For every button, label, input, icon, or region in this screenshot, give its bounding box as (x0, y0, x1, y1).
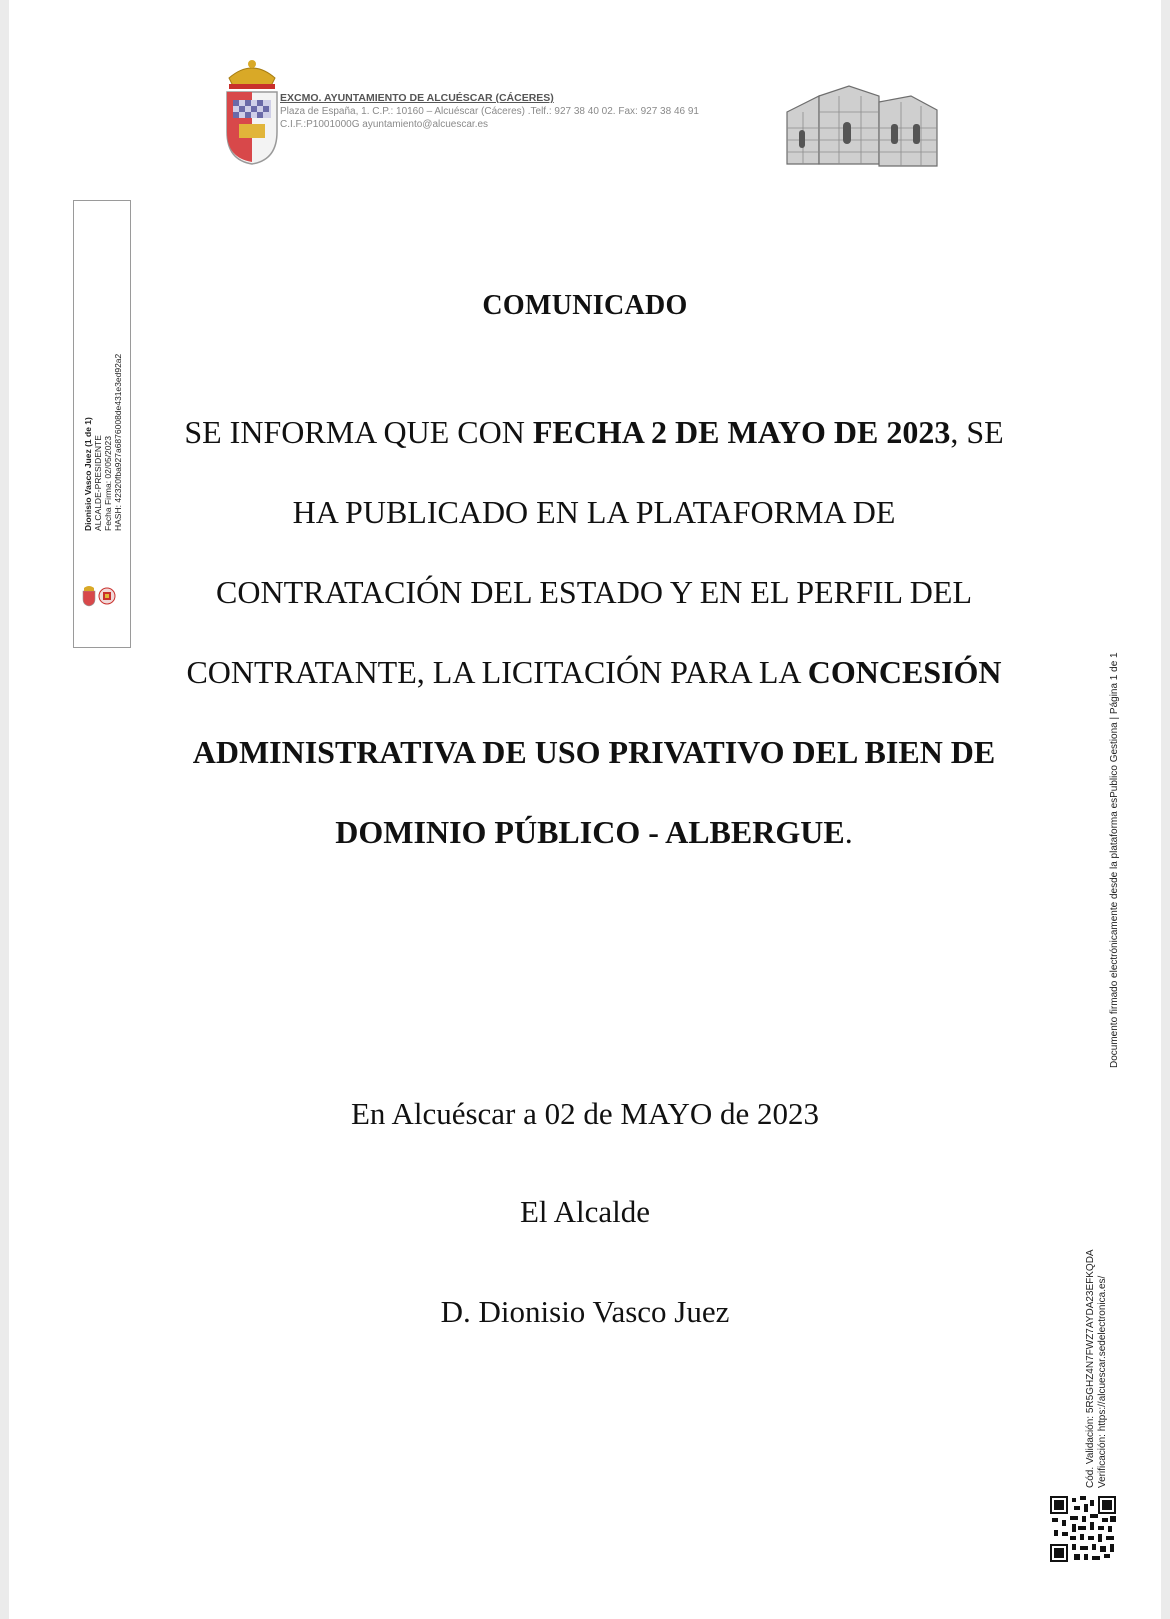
body-middle: , SE HA PUBLICADO EN LA PLATAFORMA DE CONTRATACIÓN DEL ESTADO Y EN EL PERFIL DEL CONTRATANTE, LA LICITACIÓN PARA LA (186, 414, 1004, 690)
header-letterhead (280, 92, 699, 131)
org-cif: C.I.F.:P1001000G ayuntamiento@alcuescar.es (280, 119, 489, 130)
signature-details (83, 354, 123, 531)
signer-role: ALCALDE-PRESIDENTE (93, 435, 103, 531)
document-page (9, 0, 1161, 1619)
validation-info (1085, 1249, 1109, 1488)
body-subject-bold: CONCESIÓN ADMINISTRATIVA DE USO PRIVATIVO DEL BIEN DE DOMINIO PÚBLICO - ALBERGUE (192, 654, 1002, 850)
church-illustration (783, 82, 941, 168)
signer-role-line: El Alcalde (520, 1194, 650, 1229)
verification-url: Verificación: https://alcuescar.sedelectronica.es/ (1097, 1275, 1108, 1488)
signature-stamp-box (73, 200, 131, 648)
document-body (179, 392, 1009, 872)
qr-code[interactable] (1050, 1496, 1116, 1562)
body-end: . (844, 814, 853, 850)
signer-name: Dionisio Vasco Juez (1 de 1) (83, 417, 93, 531)
body-date-bold: FECHA 2 DE MAYO DE 2023 (532, 414, 951, 450)
place-date: En Alcuéscar a 02 de MAYO de 2023 (350, 1096, 820, 1131)
signature-seal-icon (81, 585, 121, 607)
signature-date: Fecha Firma: 02/05/2023 (103, 436, 113, 531)
signature-hash: HASH: 42320fba927a6876008de431e3ed92a2 (113, 353, 123, 531)
body-intro: SE INFORMA QUE CON (184, 414, 533, 450)
validation-code: Cód. Validación: 5R5GHZ4N7FWZ7AYDA23EFKQDA (1085, 1249, 1096, 1488)
org-name: EXCMO. AYUNTAMIENTO DE ALCUÉSCAR (CÁCERES) (280, 92, 554, 104)
coat-of-arms-logo (219, 56, 285, 168)
platform-page-info: Documento firmado electrónicamente desde la plataforma esPublico Gestiona | Página 1 de 1 (1109, 652, 1120, 1068)
signer-full-name: D. Dionisio Vasco Juez (440, 1294, 730, 1329)
document-title: COMUNICADO (482, 290, 688, 321)
org-address: Plaza de España, 1. C.P.: 10160 – Alcuéscar (Cáceres) .Telf.: 927 38 40 02. Fax: 927 38 46 91 (280, 106, 699, 117)
